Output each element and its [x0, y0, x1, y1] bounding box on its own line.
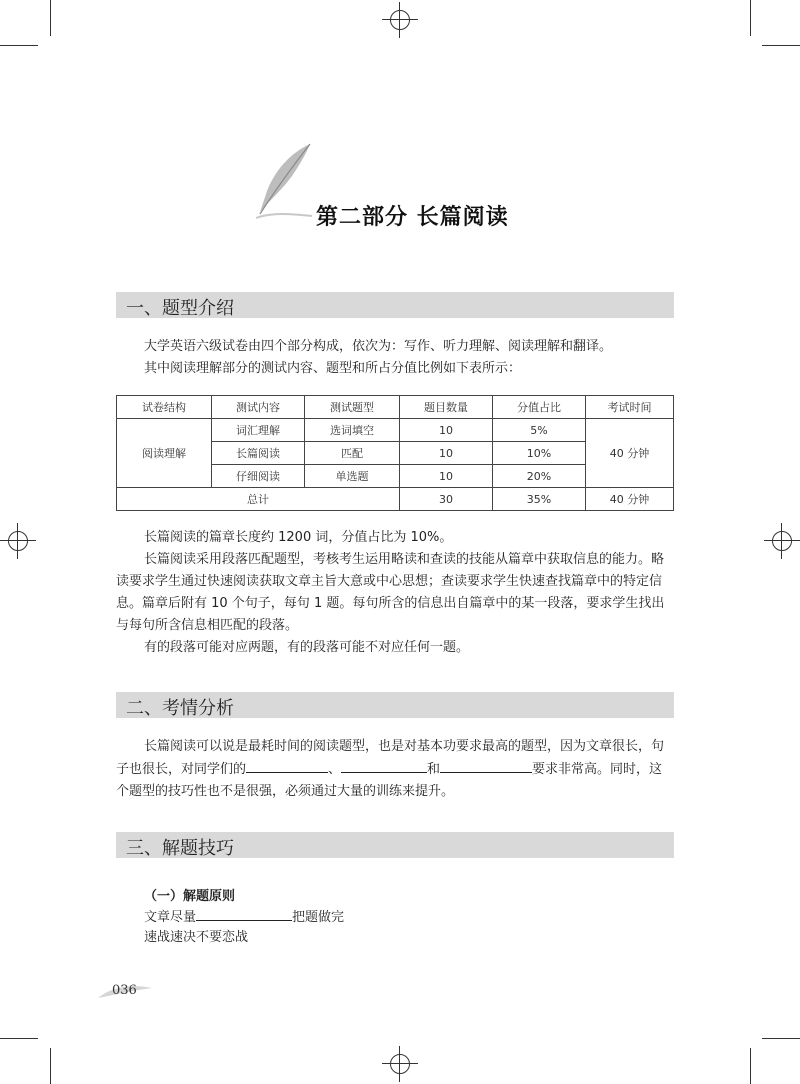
text: 和 [427, 762, 441, 777]
table-row [117, 419, 674, 442]
fill-blank[interactable] [246, 758, 328, 773]
fill-blank[interactable] [440, 758, 532, 773]
fill-blank[interactable] [341, 758, 427, 773]
table-header-row [117, 396, 674, 419]
registration-mark-bottom [382, 1046, 418, 1082]
group-cell: 阅读理解 [117, 419, 212, 488]
table-cell: 长篇阅读 [212, 442, 305, 465]
registration-mark-left [0, 523, 36, 559]
intro-text [116, 336, 674, 380]
table-cell: 匹配 [305, 442, 400, 465]
column-header: 试卷结构 [117, 396, 212, 419]
crop-mark [0, 1038, 38, 1039]
column-header: 分值占比 [493, 396, 586, 419]
section-header [116, 292, 674, 318]
column-header: 测试题型 [305, 396, 400, 419]
crop-mark [50, 1048, 51, 1084]
paragraph [116, 736, 674, 803]
registration-mark-top [382, 2, 418, 38]
table-cell: 仔细阅读 [212, 465, 305, 488]
crop-mark [762, 45, 800, 46]
tip-line: 速战速决不要恋战 [144, 930, 249, 945]
paragraph: 其中阅读理解部分的测试内容、题型和所占分值比例如下表所示： [144, 361, 522, 376]
section-header [116, 692, 674, 718]
page-title: 第二部分 长篇阅读 [316, 205, 509, 230]
crop-mark [0, 45, 38, 46]
exam-structure-table [116, 395, 674, 511]
column-header: 考试时间 [586, 396, 674, 419]
section-header [116, 832, 674, 858]
table-cell: 选词填空 [305, 419, 400, 442]
section-title: 一、题型介绍 [126, 298, 234, 319]
table-cell: 10% [493, 442, 586, 465]
page-number-text: 036 [112, 983, 137, 998]
paragraph: 长篇阅读的篇章长度约 1200 词，分值占比为 10%。 [144, 530, 453, 545]
text: 、 [328, 762, 342, 777]
analysis-text [116, 736, 674, 803]
total-time: 40 分钟 [586, 488, 674, 511]
table-cell: 10 [400, 442, 493, 465]
page-number [98, 982, 152, 1000]
tip-line [144, 906, 344, 928]
subsection-heading: （一）解题原则 [144, 889, 236, 904]
table-cell: 20% [493, 465, 586, 488]
total-label: 总计 [117, 488, 400, 511]
table-cell: 5% [493, 419, 586, 442]
section-title: 二、考情分析 [126, 698, 234, 719]
table-total-row [117, 488, 674, 511]
paragraph: 有的段落可能对应两题，有的段落可能不对应任何一题。 [144, 640, 470, 655]
body-text [116, 527, 674, 659]
paragraph: 大学英语六级试卷由四个部分构成，依次为：写作、听力理解、阅读理解和翻译。 [144, 339, 613, 354]
table-cell: 单选题 [305, 465, 400, 488]
column-header: 测试内容 [212, 396, 305, 419]
text: 文章尽量 [144, 910, 197, 925]
crop-mark [762, 1038, 800, 1039]
paragraph: 长篇阅读采用段落匹配题型，考核考生运用略读和查读的技能从篇章中获取信息的能力。略读要求学生通过快速阅读获取文章主旨大意或中心思想；查读要求学生快速查找篇章中的特定信息。篇章后附有 10 个句子，每句 1 题。每句所含的信息出自篇章中的某一段落，要求学生找出与每句所含信息相匹配的段落。 [116, 552, 665, 633]
section-title: 三、解题技巧 [126, 838, 234, 859]
total-ratio: 35% [493, 488, 586, 511]
feather-icon [252, 142, 316, 222]
crop-mark [750, 0, 751, 36]
text: 把题做完 [292, 910, 345, 925]
table-cell: 词汇理解 [212, 419, 305, 442]
table-cell: 10 [400, 419, 493, 442]
fill-blank[interactable] [196, 906, 292, 921]
crop-mark [50, 0, 51, 36]
registration-mark-right [764, 523, 800, 559]
table-cell: 10 [400, 465, 493, 488]
text: 要求非常高。同时，这个题型的技巧性也不是很强，必须通过大量的训练来提升。 [116, 762, 663, 799]
time-cell: 40 分钟 [586, 419, 674, 488]
total-count: 30 [400, 488, 493, 511]
column-header: 题目数量 [400, 396, 493, 419]
crop-mark [750, 1048, 751, 1084]
text: 长篇阅读可以说是最耗时间的阅读题型，也是对基本功要求最高的题型，因为文章很长，句子也很长，对同学们的 [116, 739, 665, 777]
